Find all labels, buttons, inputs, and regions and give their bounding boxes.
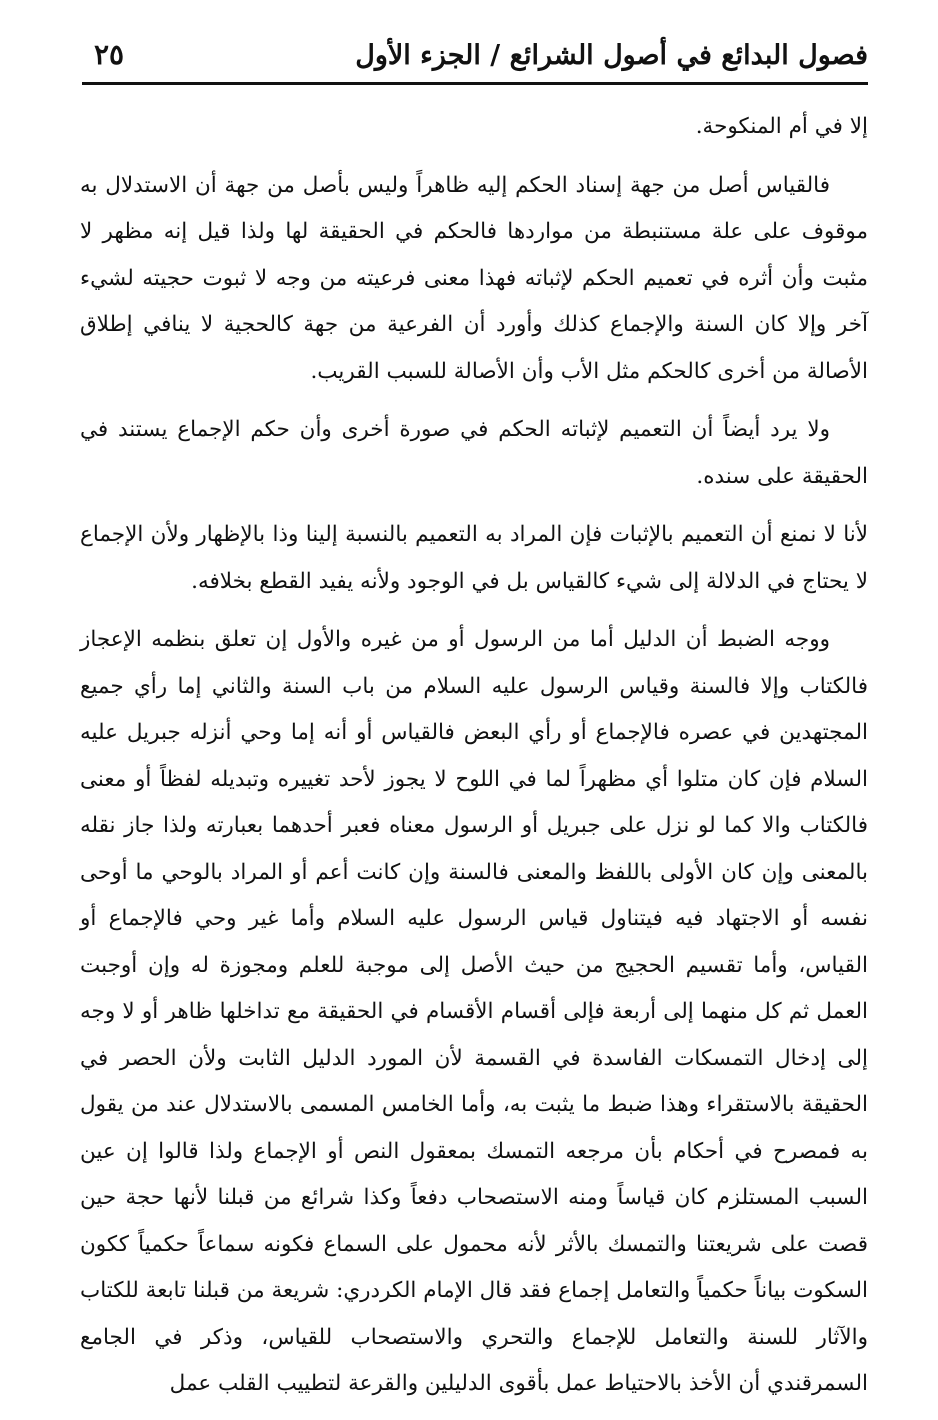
paragraph: ووجه الضبط أن الدليل أما من الرسول أو من غيره والأول إن تعلق بنظمه الإعجاز فالكتاب وإلا فالسنة وقياس الرسول عليه السلام من باب السنة والثاني إما رأي جميع المجتهدين في عصره فالإجماع أو رأي البعض فالقياس أو أنه إما وحي أنزله جبريل عليه السلام فإن كان متلوا أي مظهراً لما في اللوح لا يجوز لأحد تغييره وتبديله لفظاً أو معنى فالكتاب والا كما لو نزل على جبريل أو الرسول معناه فعبر أحدهما بعبارته ولذا جاز نقله بالمعنى وإن كان الأولى باللفظ والمعنى فالسنة وإن كانت أعم أو المراد بالوحي ما أوحى نفسه أو الاجتهاد فيه فيتناول قياس الرسول عليه السلام وأما غير وحي فالإجماع أو القياس، وأما تقسيم الحجيج من حيث الأصل إلى موجبة للعلم ومجوزة له وإن أوجبت العمل ثم كل منهما إلى أربعة فإلى أقسام الأقسام في الحقيقة مع تداخلها ظاهر أو لا وجه إلى إدخال التمسكات الفاسدة في القسمة لأن المورد الدليل الثابت ولأن الحصر في الحقيقة بالاستقراء وهذا ضبط ما يثبت به، وأما الخامس المسمى بالاستدلال عند من يقول به فمصرح في أحكام بأن مرجعه التمسك بمعقول النص أو الإجماع ولذا قالوا إن عين السبب المستلزم كان قياساً ومنه الاستصحاب دفعاً وكذا شرائع من قبلنا لأنها حجة حين قصت على شريعتنا والتمسك بالأثر لأنه محمول على السماع فكونه سماعاً حكمياً ككون السكوت بياناً حكمياً والتعامل إجماع فقد قال الإمام الكردري: شريعة من قبلنا تابعة للكتاب والآثار للسنة والتعامل للإجماع والتحري والاستصحاب للقياس، وذكر في الجامع السمرقندي أن الأخذ بالاحتياط عمل بأقوى الدليلين والقرعة لتطييب القلب عمل (80, 627, 868, 1396)
body-text (80, 104, 868, 1420)
running-title: فصول البدائع في أصول الشرائع / الجزء الأول (355, 40, 868, 71)
paragraph: ولا يرد أيضاً أن التعميم لإثباته الحكم في صورة أخرى وأن حكم الإجماع يستند في الحقيقة على سنده. (80, 417, 868, 489)
paragraph: إلا في أم المنكوحة. (695, 114, 868, 139)
page-number: ٢٥ (94, 38, 125, 71)
page-header (82, 36, 868, 85)
paragraph: لأنا لا نمنع أن التعميم بالإثبات فإن المراد به التعميم بالنسبة إلينا وذا بالإظهار ولأن الإجماع لا يحتاج في الدلالة إلى شيء كالقياس بل في الوجود ولأنه يفيد القطع بخلافه. (80, 522, 868, 594)
paragraph: فالقياس أصل من جهة إسناد الحكم إليه ظاهراً وليس بأصل من جهة أن الاستدلال به موقوف على علة مستنبطة من مواردها فالحكم في الحقيقة لها ولذا قيل إنه مظهر لا مثبت وأن أثره في تعميم الحكم لإثباته فهذا معنى فرعيته من وجه لا ثبوت حجيته لشيء آخر وإلا كان السنة والإجماع كذلك وأورد أن الفرعية من جهة كالحجية لا ينافي إطلاق الأصالة من أخرى كالحكم مثل الأب وأن الأصالة للسبب القريب. (80, 172, 868, 384)
